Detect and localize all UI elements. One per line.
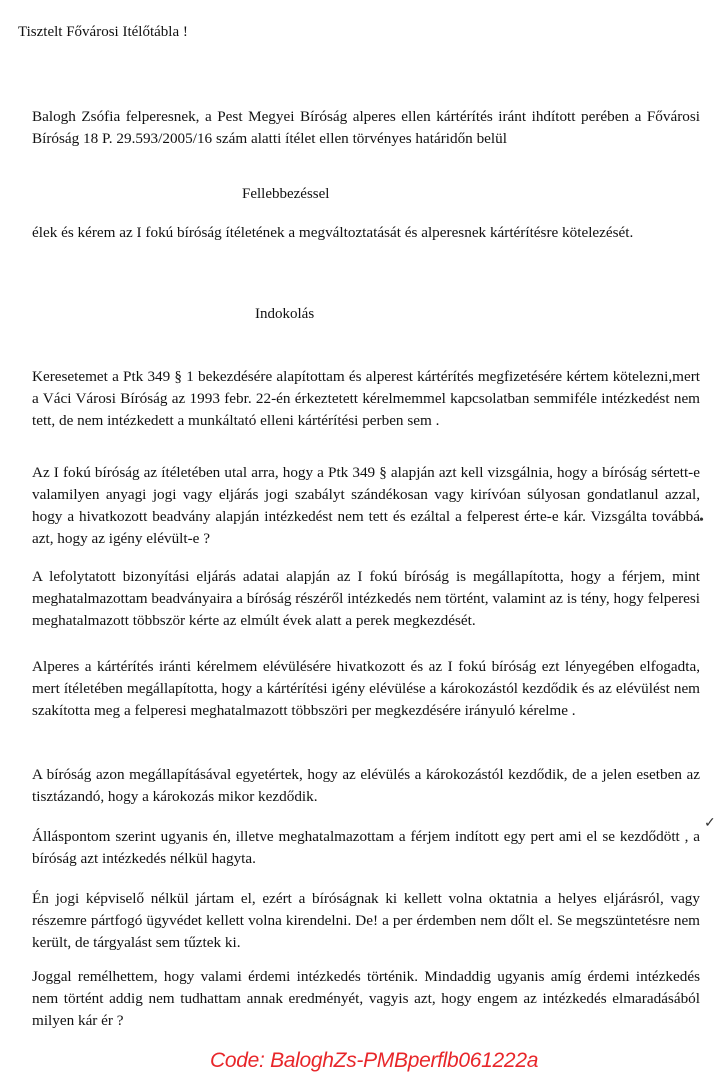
body-paragraph: Alperes a kártérítés iránti kérelmem elévülésére hivatkozott és az I fokú bíróság ezt lényegében elfogadta, mert ítéletében megállapította, hogy a kártérítési igény elévülése a károkozástól kezdődik és az elévülést nem szakította meg a felperesi meghatalmazott többszöri per megkezdésére irányuló kérelme . (32, 658, 700, 719)
heading-appeal: Fellebbezéssel (242, 186, 330, 202)
body-paragraph: Az I fokú bíróság az ítéletében utal arra, hogy a Ptk 349 § alapján azt kell vizsgálnia, hogy a bíróság sértett-e valamilyen anyagi jogi vagy eljárás jogi szabályt szándékosan vagy kirívóan súlyosan gondatlanul azzal, hogy a hivatkozott beadvány alapján intézkedést nem tett és ezáltal a felperest érte-e kár. Vizsgálta továbbá azt, hogy az igény elévült-e ? (32, 464, 700, 547)
intro-paragraph: Balogh Zsófia felperesnek, a Pest Megyei Bíróság alperes ellen kártérítés iránt ihdított perében a Fővárosi Bíróság 18 P. 29.593/2005/16 szám alatti ítélet ellen törvényes határidőn belül (32, 108, 700, 147)
code-stamp: Code: BaloghZs-PMBperflb061222a (210, 1049, 539, 1072)
body-paragraph: Álláspontom szerint ugyanis én, illetve meghatalmazottam a férjem indított egy pert ami el se kezdődött , a bíróság azt intézkedés nélkül hagyta. (32, 828, 700, 867)
salutation: Tisztelt Fővárosi Itélőtábla ! (18, 24, 188, 40)
body-paragraph: Joggal remélhettem, hogy valami érdemi intézkedés történik. Mindaddig ugyanis amíg érdemi intézkedés nem történt addig nem tudhattam annak eredményét, vagyis azt, hogy engem az intézkedés elmaradásából milyen kár ér ? (32, 968, 700, 1029)
heading-reasoning: Indokolás (255, 306, 315, 322)
body-paragraph: Keresetemet a Ptk 349 § 1 bekezdésére alapítottam és alperest kártérítés megfizetésére kértem kötelezni,mert a Váci Városi Bíróság az 1993 febr. 22-én érkeztetett kérelmemmel kapcsolatban semmiféle intézkedést nem tett, de nem intézkedett a munkáltató elleni kártérítési perben sem . (32, 368, 700, 429)
body-paragraph: A lefolytatott bizonyítási eljárás adatai alapján az I fokú bíróság is megállapította, hogy a férjem, mint meghatalmazottam beadványaira a bíróság részéről intézkedés nem történt, valamint az is tény, hogy felperesi meghatalmazott többször kérte az elmúlt évek alatt a perek megkezdését. (32, 568, 700, 629)
request-paragraph: élek és kérem az I fokú bíróság ítéletének a megváltoztatását és alperesnek kártérítésre kötelezését. (32, 224, 634, 241)
scan-dot-mark: • (699, 513, 704, 528)
body-paragraph: Én jogi képviselő nélkül jártam el, ezért a bíróságnak ki kellett volna oktatnia a helyes eljárásról, vagy részemre pártfogó ügyvédet kellett volna kirendelni. De! a per érdemben nem dőlt el. Se megszüntetésre nem került, de tárgyalást sem tűztek ki. (32, 890, 700, 951)
body-paragraph: A bíróság azon megállapításával egyetértek, hogy az elévülés a károkozástól kezdődik, de a jelen esetben az tisztázandó, hogy a károkozás mikor kezdődik. (32, 766, 700, 805)
scan-tick-mark: ✓ (704, 816, 716, 831)
